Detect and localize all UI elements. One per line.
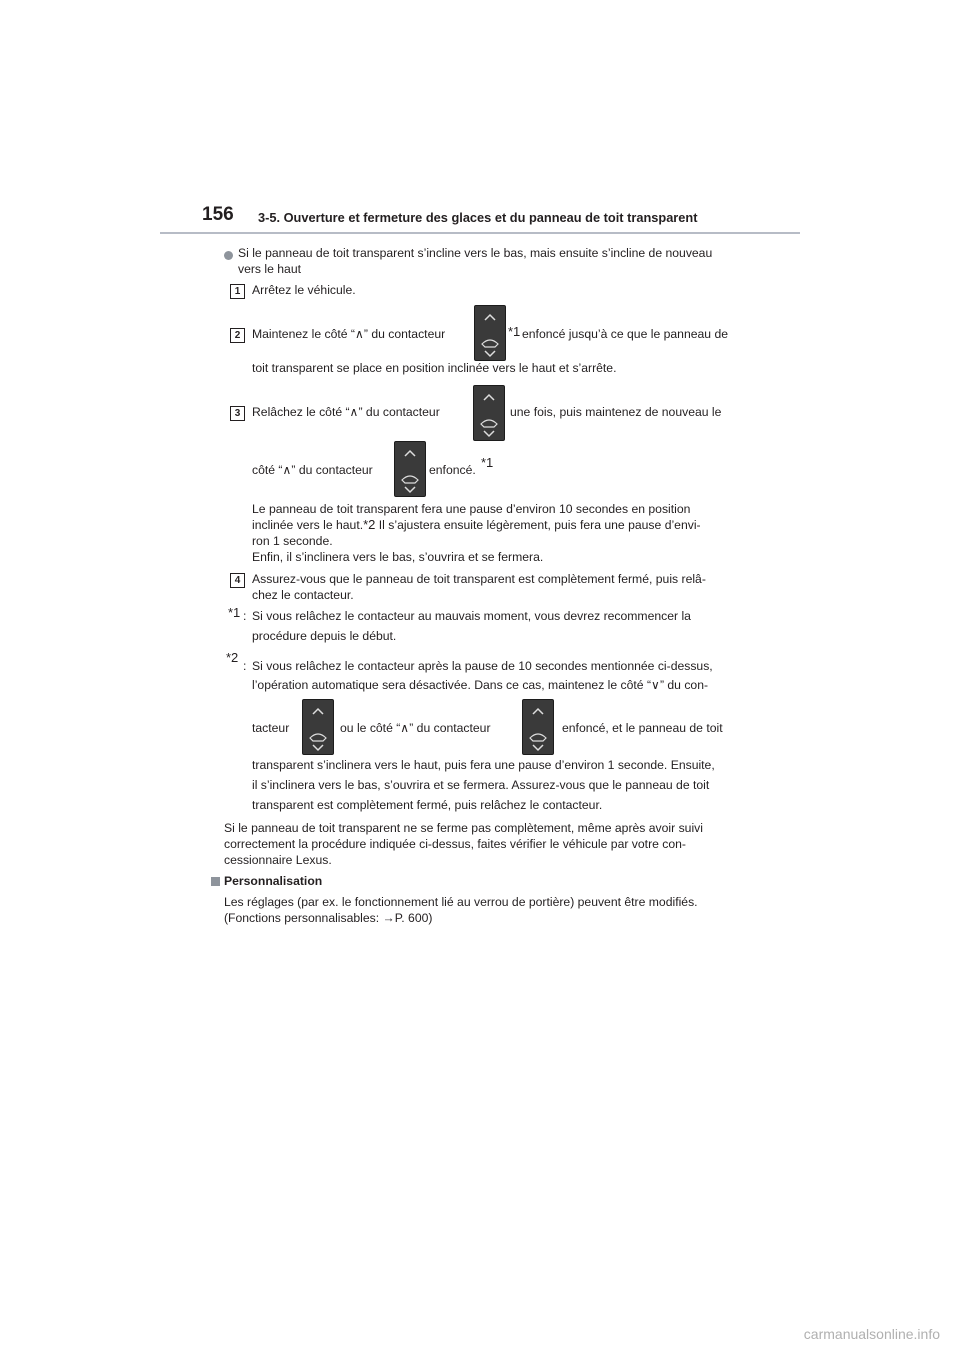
footnote-colon: : <box>243 609 247 623</box>
section-heading: Personnalisation <box>224 874 323 888</box>
footnote-text: transparent s’inclinera vers le haut, puis fera une pause d’environ 1 seconde. Ensuite, <box>252 758 715 772</box>
paragraph: Le panneau de toit transparent fera une pause d’environ 10 secondes en position <box>252 502 691 516</box>
step-text: enfoncé jusqu’à ce que le panneau de <box>522 327 729 341</box>
footnote-text: procédure depuis le début. <box>252 629 397 643</box>
paragraph: Les réglages (par ex. le fonctionnement lié au verrou de portière) peuvent être modifiés. <box>224 895 698 909</box>
step-text: enfoncé. <box>429 463 476 477</box>
step-text: Assurez-vous que le panneau de toit transparent est complètement fermé, puis relâ- <box>252 572 706 586</box>
page-number: 156 <box>202 204 234 225</box>
step-text: Maintenez le côté “∧” du contacteur <box>252 327 446 341</box>
square-bullet-icon <box>211 877 220 886</box>
footnote-text: transparent est complètement fermé, puis relâchez le contacteur. <box>252 798 603 812</box>
paragraph: correctement la procédure indiquée ci-dessus, faites vérifier le véhicule par votre con- <box>224 837 686 851</box>
footnote-mark: *2 <box>226 650 239 665</box>
paragraph: Si le panneau de toit transparent ne se ferme pas complètement, même après avoir suivi <box>224 821 703 835</box>
watermark: carmanualsonline.info <box>803 1326 940 1342</box>
paragraph: cessionnaire Lexus. <box>224 853 332 867</box>
sunroof-switch-icon <box>474 305 506 361</box>
footnote-text: il s’inclinera vers le bas, s’ouvrira et se fermera. Assurez-vous que le panneau de toit <box>252 778 710 792</box>
step-number: 2 <box>230 328 245 343</box>
footnote-colon: : <box>243 659 247 673</box>
step-number: 1 <box>230 284 245 299</box>
footnote-text: Si vous relâchez le contacteur au mauvais moment, vous devrez recommencer la <box>252 609 691 623</box>
footnote-ref: *2 <box>363 517 376 532</box>
footnote-text: ou le côté “∧” du contacteur <box>340 721 491 735</box>
step-text: chez le contacteur. <box>252 588 354 602</box>
step-number: 4 <box>230 573 245 588</box>
footnote-text: l’opération automatique sera désactivée. Dans ce cas, maintenez le côté “∨” du con- <box>252 678 709 692</box>
sunroof-switch-icon <box>302 699 334 755</box>
step-text: Arrêtez le véhicule. <box>252 283 356 297</box>
sunroof-switch-icon <box>473 385 505 441</box>
paragraph: inclinée vers le haut.*2 Il s’ajustera ensuite légèrement, puis fera une pause d’envi- <box>252 517 701 532</box>
heading-line: vers le haut <box>238 262 302 276</box>
footnote-mark: *1 <box>228 605 241 620</box>
bullet-icon <box>224 251 233 260</box>
footnote-text: Si vous relâchez le contacteur après la pause de 10 secondes mentionnée ci-dessus, <box>252 659 713 673</box>
step-text: une fois, puis maintenez de nouveau le <box>510 405 722 419</box>
section-title: 3-5. Ouverture et fermeture des glaces et du panneau de toit transparent <box>258 210 698 225</box>
footnote-ref: *1 <box>481 455 494 470</box>
step-text: Relâchez le côté “∧” du contacteur <box>252 405 440 419</box>
step-text: côté “∧” du contacteur <box>252 463 373 477</box>
paragraph: ron 1 seconde. <box>252 534 333 548</box>
heading-line: Si le panneau de toit transparent s’incline vers le bas, mais ensuite s’incline de nouveau <box>238 246 713 260</box>
sunroof-switch-icon <box>394 441 426 497</box>
sunroof-switch-icon <box>522 699 554 755</box>
paragraph: (Fonctions personnalisables: →P. 600) <box>224 911 433 925</box>
step-text: toit transparent se place en position inclinée vers le haut et s’arrête. <box>252 361 617 375</box>
paragraph: Enfin, il s’inclinera vers le bas, s’ouvrira et se fermera. <box>252 550 544 564</box>
footnote-text: tacteur <box>252 721 290 735</box>
footnote-ref: *1 <box>508 324 521 339</box>
footnote-text: enfoncé, et le panneau de toit <box>562 721 723 735</box>
header-divider <box>160 232 800 234</box>
step-number: 3 <box>230 406 245 421</box>
